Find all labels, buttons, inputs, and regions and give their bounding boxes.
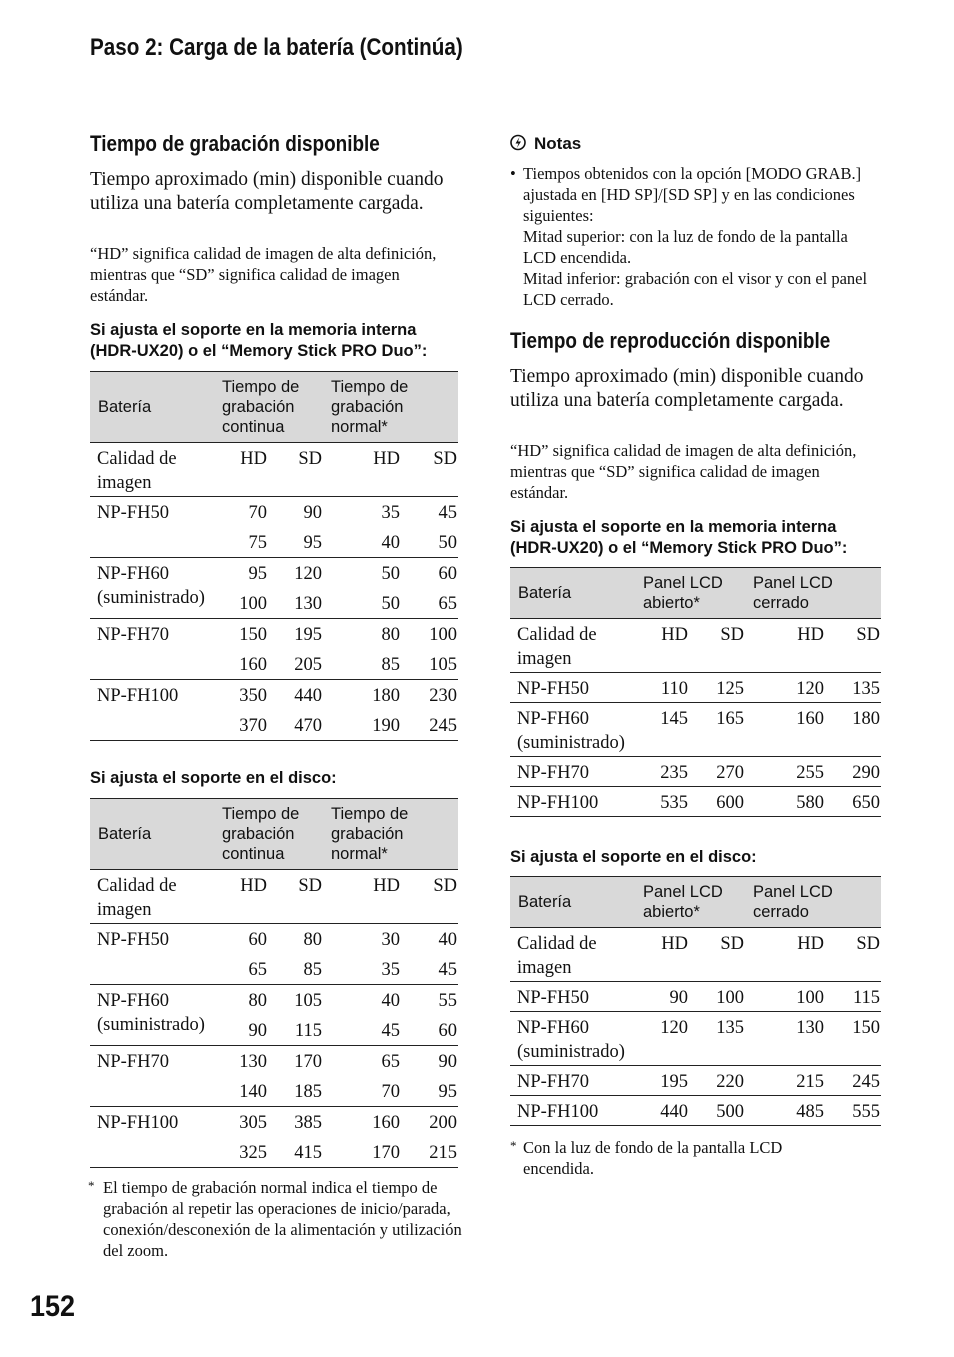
header-lcd-open: Panel LCD abierto* bbox=[635, 568, 745, 619]
table-row bbox=[510, 757, 881, 787]
playback-hd-note: “HD” significa calidad de imagen de alta definición, mientras que “SD” significa calidad de imagen estándar. bbox=[510, 441, 857, 502]
sd-label: SD bbox=[856, 625, 881, 645]
time-value: 215 bbox=[796, 1072, 824, 1092]
time-value: 180 bbox=[372, 686, 400, 706]
time-value: 65 bbox=[248, 959, 267, 980]
header-lcd-open: Panel LCD abierto* bbox=[635, 877, 745, 928]
time-value: 45 bbox=[438, 959, 457, 980]
recording-footnote: El tiempo de grabación normal indica el tiempo de grabación al repetir las operaciones de inicio/parada, conexión/desconexión de la alimentación y utilización del zoom. bbox=[103, 1178, 462, 1260]
sd-label: SD bbox=[298, 876, 322, 896]
time-value: 60 bbox=[438, 564, 457, 584]
sd-label: SD bbox=[720, 934, 744, 954]
sd-label: SD bbox=[433, 876, 457, 896]
quality-row bbox=[510, 619, 881, 673]
time-value: 80 bbox=[248, 991, 267, 1011]
time-value: 100 bbox=[796, 988, 824, 1008]
time-value: 60 bbox=[438, 1020, 457, 1041]
time-value: 55 bbox=[438, 991, 457, 1011]
time-value: 415 bbox=[294, 1142, 322, 1163]
time-value: 95 bbox=[248, 564, 267, 584]
time-value: 350 bbox=[239, 686, 267, 706]
time-value: 325 bbox=[239, 1142, 267, 1163]
playback-table-memory bbox=[510, 567, 881, 817]
time-value: 70 bbox=[381, 1081, 400, 1102]
hd-label: HD bbox=[240, 449, 267, 469]
header-battery: Batería bbox=[510, 877, 635, 928]
time-value: 120 bbox=[660, 1018, 688, 1038]
time-value: 195 bbox=[660, 1072, 688, 1092]
header-battery: Batería bbox=[90, 799, 214, 870]
time-value: 95 bbox=[438, 1081, 457, 1102]
battery-name: NP-FH50 bbox=[97, 930, 169, 950]
table2-heading: Si ajusta el soporte en el disco: bbox=[90, 769, 337, 787]
time-value: 120 bbox=[294, 564, 322, 584]
time-value: 130 bbox=[239, 1052, 267, 1072]
time-value: 485 bbox=[796, 1102, 824, 1122]
time-value: 270 bbox=[716, 763, 744, 783]
time-value: 185 bbox=[294, 1081, 322, 1102]
battery-name: NP-FH70 bbox=[97, 625, 169, 645]
time-value: 150 bbox=[852, 1018, 881, 1038]
recording-time-title: Tiempo de grabación disponible bbox=[90, 131, 380, 156]
quality-label: Calidad de imagen bbox=[517, 625, 597, 669]
time-value: 145 bbox=[660, 709, 688, 729]
table4-body bbox=[510, 928, 881, 1126]
sd-label: SD bbox=[433, 449, 457, 469]
time-value: 150 bbox=[239, 625, 267, 645]
page-header-title: Paso 2: Carga de la batería (Continúa) bbox=[90, 34, 463, 61]
time-value: 135 bbox=[852, 679, 881, 699]
notes-title: Notas bbox=[534, 134, 582, 153]
time-value: 40 bbox=[438, 930, 457, 950]
hd-label: HD bbox=[661, 625, 688, 645]
time-value: 85 bbox=[381, 654, 400, 675]
table-row bbox=[90, 558, 458, 588]
header-normal: Tiempo de grabación normal* bbox=[323, 372, 458, 443]
time-value: 440 bbox=[294, 686, 322, 706]
footnote-star: * bbox=[88, 1178, 95, 1193]
time-value: 30 bbox=[381, 930, 400, 950]
header-lcd-closed: Panel LCD cerrado bbox=[745, 877, 881, 928]
battery-name: NP-FH50 bbox=[517, 679, 589, 699]
time-value: 220 bbox=[716, 1072, 744, 1092]
time-value: 80 bbox=[381, 625, 400, 645]
battery-name: NP-FH70 bbox=[517, 1072, 589, 1092]
recording-hd-note: “HD” significa calidad de imagen de alta definición, mientras que “SD” significa calidad de imagen estándar. bbox=[90, 244, 437, 305]
time-value: 75 bbox=[248, 532, 267, 553]
table-row bbox=[510, 703, 881, 757]
time-value: 105 bbox=[429, 654, 457, 675]
time-value: 95 bbox=[303, 532, 322, 553]
time-value: 125 bbox=[716, 679, 744, 699]
time-value: 555 bbox=[852, 1102, 881, 1122]
header-battery: Batería bbox=[90, 372, 214, 443]
time-value: 235 bbox=[660, 763, 688, 783]
table-row bbox=[510, 673, 881, 703]
quality-row bbox=[510, 928, 881, 982]
table-row bbox=[90, 497, 458, 527]
time-value: 130 bbox=[294, 593, 322, 614]
notes-icon bbox=[510, 134, 526, 151]
notes-text: Tiempos obtenidos con la opción [MODO GRAB.] ajustada en [HD SP]/[SD SP] y en las condiciones siguientes: bbox=[523, 164, 862, 225]
battery-name: NP-FH60 (suministrado) bbox=[517, 1018, 625, 1062]
hd-label: HD bbox=[797, 934, 824, 954]
time-value: 105 bbox=[294, 991, 322, 1011]
time-value: 160 bbox=[239, 654, 267, 675]
recording-table-disc bbox=[90, 798, 458, 1168]
header-lcd-closed: Panel LCD cerrado bbox=[745, 568, 881, 619]
time-value: 160 bbox=[372, 1113, 400, 1133]
notes-heading bbox=[510, 134, 581, 154]
time-value: 200 bbox=[429, 1113, 457, 1133]
table-row bbox=[90, 619, 458, 649]
hd-label: HD bbox=[240, 876, 267, 896]
time-value: 140 bbox=[239, 1081, 267, 1102]
table-row bbox=[90, 680, 458, 710]
table1-heading: Si ajusta el soporte en la memoria interna (HDR-UX20) o el “Memory Stick PRO Duo”: bbox=[90, 321, 428, 360]
notes-line2: Mitad superior: con la luz de fondo de la pantalla LCD encendida. bbox=[523, 227, 848, 267]
time-value: 65 bbox=[438, 593, 457, 614]
time-value: 90 bbox=[248, 1020, 267, 1041]
table2-body bbox=[90, 870, 458, 1168]
time-value: 100 bbox=[429, 625, 457, 645]
playback-time-title: Tiempo de reproducción disponible bbox=[510, 328, 831, 353]
time-value: 45 bbox=[438, 503, 457, 523]
quality-row bbox=[90, 443, 458, 497]
time-value: 535 bbox=[660, 793, 688, 813]
time-value: 130 bbox=[796, 1018, 824, 1038]
time-value: 90 bbox=[669, 988, 688, 1008]
playback-table-disc bbox=[510, 876, 881, 1126]
playback-footnote: Con la luz de fondo de la pantalla LCD encendida. bbox=[523, 1138, 783, 1178]
notes-bullet: • bbox=[510, 164, 516, 183]
hd-label: HD bbox=[797, 625, 824, 645]
battery-name: NP-FH100 bbox=[97, 1113, 179, 1133]
time-value: 305 bbox=[239, 1113, 267, 1133]
quality-label: Calidad de imagen bbox=[517, 934, 597, 978]
sd-label: SD bbox=[720, 625, 744, 645]
table-row bbox=[90, 924, 458, 954]
time-value: 385 bbox=[294, 1113, 322, 1133]
time-value: 100 bbox=[716, 988, 744, 1008]
header-battery: Batería bbox=[510, 568, 635, 619]
time-value: 40 bbox=[381, 991, 400, 1011]
time-value: 90 bbox=[303, 503, 322, 523]
time-value: 195 bbox=[294, 625, 322, 645]
header-normal: Tiempo de grabación normal* bbox=[323, 799, 458, 870]
time-value: 100 bbox=[239, 593, 267, 614]
time-value: 65 bbox=[381, 1052, 400, 1072]
time-value: 115 bbox=[852, 988, 881, 1008]
time-value: 205 bbox=[294, 654, 322, 675]
battery-name: NP-FH60 (suministrado) bbox=[517, 709, 625, 753]
time-value: 40 bbox=[381, 532, 400, 553]
page-number: 152 bbox=[30, 1290, 76, 1323]
battery-name: NP-FH50 bbox=[517, 988, 589, 1008]
time-value: 255 bbox=[796, 763, 824, 783]
time-value: 440 bbox=[660, 1102, 688, 1122]
time-value: 50 bbox=[381, 564, 400, 584]
table-row bbox=[90, 985, 458, 1015]
hd-label: HD bbox=[373, 876, 400, 896]
time-value: 160 bbox=[796, 709, 824, 729]
hd-label: HD bbox=[661, 934, 688, 954]
time-value: 650 bbox=[852, 793, 881, 813]
time-value: 180 bbox=[852, 709, 881, 729]
time-value: 170 bbox=[294, 1052, 322, 1072]
quality-label: Calidad de imagen bbox=[97, 449, 177, 493]
battery-name: NP-FH100 bbox=[517, 1102, 599, 1122]
table-row bbox=[90, 1046, 458, 1076]
time-value: 600 bbox=[716, 793, 744, 813]
time-value: 500 bbox=[716, 1102, 744, 1122]
time-value: 85 bbox=[303, 959, 322, 980]
sd-label: SD bbox=[298, 449, 322, 469]
time-value: 290 bbox=[852, 763, 881, 783]
table3-body bbox=[510, 619, 881, 817]
battery-name: NP-FH70 bbox=[97, 1052, 169, 1072]
header-continuous: Tiempo de grabación continua bbox=[214, 799, 323, 870]
time-value: 50 bbox=[438, 532, 457, 553]
footnote-star: * bbox=[510, 1138, 517, 1153]
time-value: 110 bbox=[660, 679, 688, 699]
time-value: 115 bbox=[294, 1020, 322, 1041]
quality-row bbox=[90, 870, 458, 924]
table1-body bbox=[90, 443, 458, 741]
battery-name: NP-FH50 bbox=[97, 503, 169, 523]
time-value: 45 bbox=[381, 1020, 400, 1041]
time-value: 370 bbox=[239, 715, 267, 736]
time-value: 230 bbox=[429, 686, 457, 706]
time-value: 580 bbox=[796, 793, 824, 813]
time-value: 170 bbox=[372, 1142, 400, 1163]
time-value: 190 bbox=[372, 715, 400, 736]
table-row bbox=[510, 982, 881, 1012]
time-value: 135 bbox=[716, 1018, 744, 1038]
time-value: 60 bbox=[248, 930, 267, 950]
time-value: 70 bbox=[248, 503, 267, 523]
time-value: 35 bbox=[381, 503, 400, 523]
recording-lead: Tiempo aproximado (min) disponible cuando utiliza una batería completamente cargada. bbox=[90, 169, 444, 214]
table4-heading: Si ajusta el soporte en el disco: bbox=[510, 848, 757, 866]
time-value: 245 bbox=[429, 715, 457, 736]
quality-label: Calidad de imagen bbox=[97, 876, 177, 920]
hd-label: HD bbox=[373, 449, 400, 469]
time-value: 90 bbox=[438, 1052, 457, 1072]
time-value: 165 bbox=[716, 709, 744, 729]
time-value: 245 bbox=[852, 1072, 881, 1092]
table-row bbox=[510, 1096, 881, 1126]
time-value: 35 bbox=[381, 959, 400, 980]
table-row bbox=[510, 1066, 881, 1096]
playback-lead: Tiempo aproximado (min) disponible cuando utiliza una batería completamente cargada. bbox=[510, 366, 864, 411]
battery-name: NP-FH100 bbox=[97, 686, 179, 706]
battery-name: NP-FH60 (suministrado) bbox=[97, 564, 205, 608]
header-continuous: Tiempo de grabación continua bbox=[214, 372, 323, 443]
time-value: 80 bbox=[303, 930, 322, 950]
table-row bbox=[510, 787, 881, 817]
battery-name: NP-FH100 bbox=[517, 793, 599, 813]
battery-name: NP-FH70 bbox=[517, 763, 589, 783]
recording-table-memory bbox=[90, 371, 458, 741]
battery-name: NP-FH60 (suministrado) bbox=[97, 991, 205, 1035]
notes-line3: Mitad inferior: grabación con el visor y con el panel LCD cerrado. bbox=[523, 269, 868, 309]
time-value: 215 bbox=[429, 1142, 457, 1163]
table-row bbox=[90, 1107, 458, 1137]
time-value: 50 bbox=[381, 593, 400, 614]
table-row bbox=[510, 1012, 881, 1066]
sd-label: SD bbox=[856, 934, 881, 954]
table3-heading: Si ajusta el soporte en la memoria interna (HDR-UX20) o el “Memory Stick PRO Duo”: bbox=[510, 518, 848, 557]
time-value: 470 bbox=[294, 715, 322, 736]
time-value: 120 bbox=[796, 679, 824, 699]
